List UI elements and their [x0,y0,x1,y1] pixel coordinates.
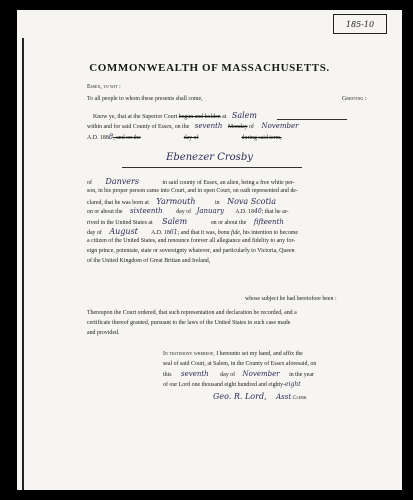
line-court-ordered: Thereupon the Court ordered, that such representation and declaration be recorded, and a [87,310,297,316]
salutation: To all people to whom these presents shall come, [87,96,203,102]
line-court: Know ye, that at the Superior Court begun and holden at Salem [93,111,258,120]
line-kingdom: of the United Kingdom of Great Britian and Ireland, [87,258,211,264]
line-renounce: a citizen of the United States, and renounce forever all allegiance and fidelity to any for- [87,238,296,244]
underline-place [277,119,347,120]
line-arrival-date: day of August A.D. 1861; and that it was, bona fide, his intention to become [87,227,298,236]
naturalization-certificate [17,10,402,490]
testimony-line-3: this seventh day of November in the year [163,370,314,378]
applicant-name: Ebenezer Crosby [166,152,253,163]
line-county: within and for said County of Essex, on the seventh Monday of November [87,122,299,130]
line-provided: and provided. [87,330,120,336]
line-oath: son, in his proper person came into Court, and in open Court, on oath represented and de- [87,188,298,194]
line-birthplace: clared, that he was born at Yarmouth in Nova Scotia [87,197,277,206]
document-number: 185-10 [345,19,375,29]
greeting: Greeting : [342,96,367,102]
county-heading: Essex, to wit : [87,84,121,90]
line-birthdate: on or about the sixteenth day of January A.D. 1840; that he ar- [87,207,289,215]
testimony-line-1: In testimony whereof, I hereunto set my hand, and affix the [163,351,303,357]
line-subject: whose subject he had heretofore been : [245,296,337,302]
document-title: COMMONWEALTH OF MASSACHUSETTS. [89,62,330,74]
line-date: A.D. 1888, and on the day of during said term, [87,133,282,141]
testimony-line-4: of our Lord one thousand eight hundred and eighty-eight [163,381,301,388]
line-arrival: rived in the United States at Salem on or about the fifteenth [87,217,284,226]
clerk-signature: Geo. R. Lord, Asst Clerk [213,392,307,401]
document-number-box [333,14,387,34]
left-border [22,38,24,490]
line-sovereignty: eign prince, potentate, state or sovereignty whatever, and particularly to Victoria, Queen [87,248,295,254]
line-residence: of Danvers in said county of Essex, an alien, being a free white per- [87,177,295,186]
name-underline [122,167,302,168]
testimony-line-2: seal of said Court, at Salem, in the County of Essex aforesaid, on [163,361,317,367]
line-certificate: certificate thereof granted, pursuant to the laws of the United States in such case made [87,320,291,326]
